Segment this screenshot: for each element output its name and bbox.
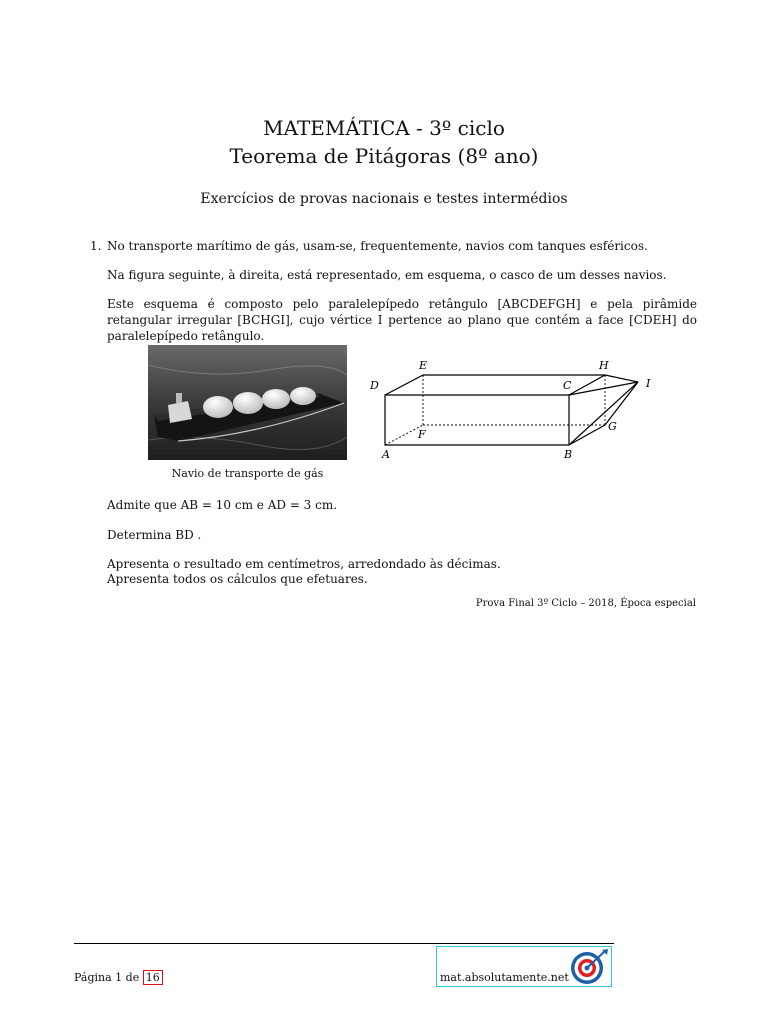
instruction-calculations: Apresenta todos os cálculos que efetuares. xyxy=(107,572,368,586)
vertex-label-h: H xyxy=(599,359,609,372)
document-subheading: Exercícios de provas nacionais e testes intermédios xyxy=(200,191,568,207)
site-link[interactable] xyxy=(436,946,612,987)
target-logo-icon xyxy=(569,948,609,986)
vertex-label-a: A xyxy=(382,448,390,461)
vertex-label-g: G xyxy=(608,420,617,433)
instruction-rounding: Apresenta o resultado em centímetros, arredondado às décimas. xyxy=(107,557,501,571)
ship-photo xyxy=(148,345,347,460)
determine-statement: Determina BD . xyxy=(107,528,202,542)
exercise-paragraph-2: Na figura seguinte, à direita, está representado, em esquema, o casco de um desses navios. xyxy=(107,268,667,282)
page-total-link[interactable]: 16 xyxy=(143,970,163,985)
exercise-number: 1. xyxy=(90,239,102,253)
vertex-label-i: I xyxy=(646,377,651,390)
vertex-label-f: F xyxy=(418,428,426,441)
given-data: Admite que AB = 10 cm e AD = 3 cm. xyxy=(107,498,338,512)
page-counter xyxy=(74,971,163,984)
vertex-label-b: B xyxy=(564,448,573,461)
exercise-paragraph-1: No transporte marítimo de gás, usam-se, frequentemente, navios com tanques esféricos. xyxy=(107,239,648,253)
document-subtitle-topic: Teorema de Pitágoras (8º ano) xyxy=(229,144,539,168)
vertex-label-d: D xyxy=(370,379,379,392)
site-name: mat.absolutamente.net xyxy=(440,971,569,984)
vertex-label-e: E xyxy=(419,359,428,372)
vertex-label-c: C xyxy=(563,379,572,392)
photo-caption: Navio de transporte de gás xyxy=(171,467,324,480)
exercise-paragraph-3: Este esquema é composto pelo paralelepípedo retângulo [ABCDEFGH] e pela pirâmide retangular irregular [BCHGI], cujo vértice I pertence ao plano que contém a face [CDEH] do paralelepípedo retângulo. xyxy=(107,297,697,343)
footer-divider xyxy=(74,943,614,944)
front-face xyxy=(385,395,569,445)
document-title: MATEMÁTICA - 3º ciclo xyxy=(263,116,505,140)
page-prefix: Página 1 de xyxy=(74,971,140,984)
prism-pyramid-diagram xyxy=(360,350,660,465)
exam-source: Prova Final 3º Ciclo – 2018, Época especial xyxy=(475,598,696,609)
